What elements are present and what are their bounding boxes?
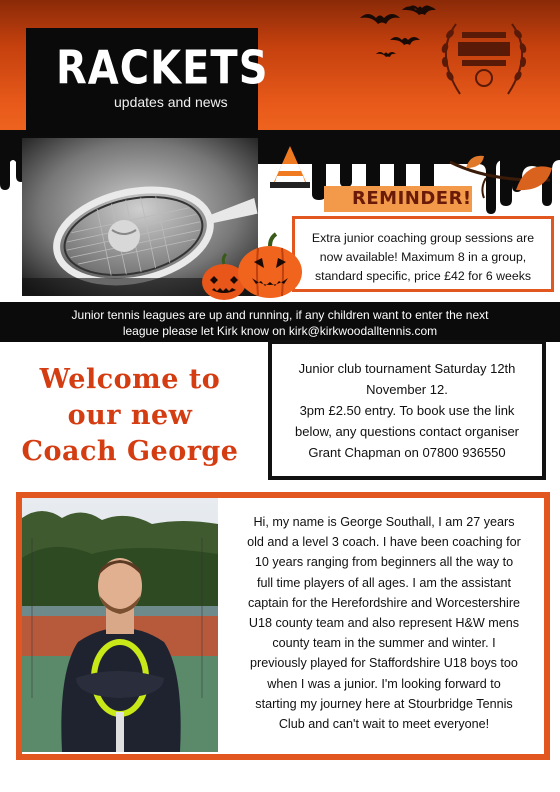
tournament-text: [272, 358, 542, 463]
club-logo: [428, 12, 540, 102]
traffic-cone-icon: [270, 144, 310, 188]
welcome-heading: [14, 362, 246, 470]
reminder-line: Extra junior coaching group sessions are: [311, 231, 535, 245]
coach-bio-line: U18 county team and also represent H&W mens: [248, 616, 520, 631]
reminder-heading: REMINDER!: [352, 188, 472, 209]
reminder-line: now available! Maximum 8 in a group,: [319, 250, 527, 264]
welcome-line: our new: [67, 400, 193, 431]
tournament-line: Junior club tournament Saturday 12th: [298, 361, 516, 376]
masthead-title: RACKETS: [56, 42, 269, 95]
coach-bio-line: Club and can't wait to meet everyone!: [278, 717, 490, 732]
tournament-line: Grant Chapman on 07800 936550: [308, 445, 506, 460]
coach-bio-line: previously played for Staffordshire U18 boys too: [250, 656, 518, 671]
jack-o-lantern-icon: [198, 232, 308, 306]
welcome-line: Welcome to: [39, 364, 221, 395]
coach-bio-line: starting my journey here at Stourbridge Tennis: [255, 696, 513, 711]
coach-bio-line: when I was a junior. I'm looking forward to: [267, 676, 501, 691]
reminder-text: [295, 229, 551, 286]
coach-bio-line: full time players of all ages. I am the assistant: [256, 575, 512, 590]
league-announcement-bar: [0, 302, 560, 342]
reminder-line: standard specific, price £42 for 6 weeks: [315, 269, 531, 283]
league-text: [40, 307, 520, 339]
coach-bio-line: 10 years ranging from beginners all the way to: [254, 555, 514, 570]
welcome-line: Coach George: [21, 436, 239, 467]
coach-bio-line: Hi, my name is George Southall, I am 27 years: [253, 515, 515, 529]
tournament-line: 3pm £2.50 entry. To book use the link: [299, 403, 515, 418]
masthead: [26, 28, 269, 136]
tournament-box: [268, 340, 546, 480]
coach-bio-line: old and a level 3 coach. I have been coaching for: [247, 535, 521, 550]
league-line: Junior tennis leagues are up and running, if any children want to enter the next: [71, 308, 489, 322]
reminder-box: [292, 216, 554, 292]
coach-bio-line: captain for the Herefordshire and Worcestershire: [247, 595, 521, 610]
coach-bio: [226, 512, 542, 734]
tournament-line: November 12.: [366, 382, 448, 397]
league-line: league please let Kirk know on kirk@kirkwoodalltennis.com: [122, 324, 438, 338]
coach-photo: [22, 498, 218, 752]
coach-bio-line: county team in the summer and winter. I: [272, 636, 496, 651]
masthead-subtitle: updates and news: [114, 94, 228, 110]
reminder-tab: [324, 186, 472, 212]
tournament-line: below, any questions contact organiser: [294, 424, 520, 439]
